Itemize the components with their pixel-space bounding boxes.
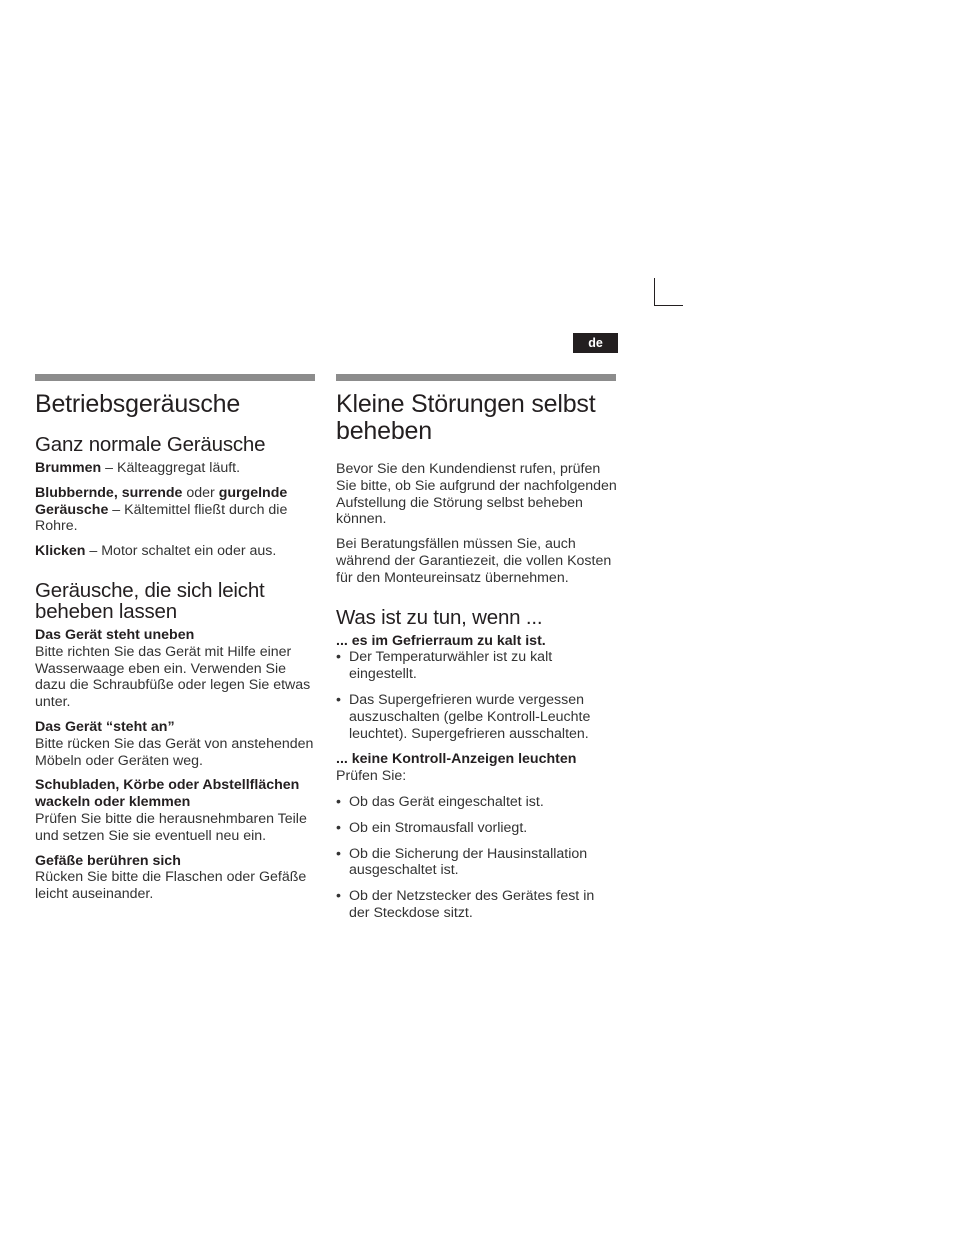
case-no-indicators-subhead: ... keine Kontroll-Anzeigen leuchten <box>336 751 577 768</box>
section-rule <box>336 374 616 381</box>
page-title-kleine-stoerungen: Kleine Störungen selbst beheben <box>336 390 596 445</box>
case-no-indicators-list <box>336 794 618 922</box>
noise-item-blubbernde: Blubbernde, surrende oder gurgelnde Geräusche – Kältemittel fließt durch die Rohre. <box>35 484 288 535</box>
language-badge: de <box>573 333 618 353</box>
case-too-cold-list <box>336 649 618 742</box>
case-too-cold-subhead: ... es im Gefrierraum zu kalt ist. <box>336 632 546 649</box>
list-item: • Ob die Sicherung der Hausinstallation ausgeschaltet ist. <box>336 845 588 879</box>
list-item: • Ob der Netzstecker des Gerätes fest in der Steckdose sitzt. <box>336 888 595 921</box>
fix-block-uneven: Das Gerät steht uneben Bitte richten Sie das Gerät mit Hilfe einer Wasserwaage eben ein. Verwenden Sie dazu die Schraubfüße oder legen Sie etwas unter. <box>35 626 311 711</box>
fix-block-drawers: Schubladen, Körbe oder Abstellflächen wackeln oder klemmen Prüfen Sie bitte die herausnehmbaren Teile und setzen Sie sie eventuell neu ein. <box>35 777 307 844</box>
heading-fixable-noises: Geräusche, die sich leicht beheben lassen <box>35 578 265 623</box>
crop-mark-vertical <box>654 278 655 306</box>
list-item: • Das Supergefrieren wurde vergessen auszuschalten (gelbe Kontroll-Leuchte leuchtet). Supergefrieren ausschalten. <box>336 691 591 742</box>
list-item: • Der Temperaturwähler ist zu kalt eingestellt. <box>336 649 553 683</box>
intro-paragraph-1: Bevor Sie den Kundendienst rufen, prüfen Sie bitte, ob Sie aufgrund der nachfolgenden Aufstellung die Störung selbst beheben können. <box>336 461 617 528</box>
heading-was-ist-zu-tun: Was ist zu tun, wenn ... <box>336 605 543 629</box>
fix-block-containers: Gefäße berühren sich Rücken Sie bitte die Flaschen oder Gefäße leicht auseinander. <box>35 852 307 903</box>
list-item: • Ob das Gerät eingeschaltet ist. <box>336 793 544 810</box>
page-title-betriebsgeraeusche: Betriebsgeräusche <box>35 390 241 418</box>
noise-item-brummen: Brummen – Kälteaggregat läuft. <box>35 460 241 476</box>
case-no-indicators-lead: Prüfen Sie: <box>336 768 407 785</box>
section-rule <box>35 374 315 381</box>
list-item: • Ob ein Stromausfall vorliegt. <box>336 819 528 836</box>
heading-normal-noises: Ganz normale Geräusche <box>35 433 266 456</box>
right-column <box>336 374 618 931</box>
noise-item-klicken: Klicken – Motor schaltet ein oder aus. <box>35 543 277 560</box>
intro-paragraph-2: Bei Beratungsfällen müssen Sie, auch während der Garantiezeit, die vollen Kosten für den Monteureinsatz übernehmen. <box>336 536 612 586</box>
fix-block-touching: Das Gerät “steht an” Bitte rücken Sie das Gerät von anstehenden Möbeln oder Geräten weg. <box>35 718 314 769</box>
left-column <box>35 374 315 911</box>
crop-mark-horizontal <box>654 305 683 306</box>
